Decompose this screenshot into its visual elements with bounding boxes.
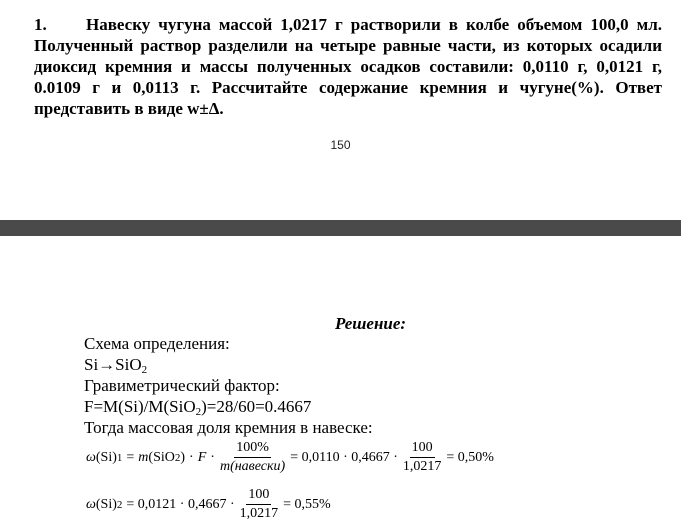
factor-part2: )=28/60=0.4667 (201, 397, 312, 416)
formula2-denominator: 1,0217 (239, 506, 279, 521)
formula-1: ω (Si) 1 = m (SiO 2 ) · F · $\frac{100\%}{\text{m(навески)}}$ = 0,0110 · 0,4667 · $\frac{100}{1,0217}$ = 0,50% (86, 440, 494, 474)
formula2-numerator: 100 (246, 487, 271, 505)
reaction-text: Si→SiO (84, 355, 142, 374)
omega-symbol-2: ω (86, 496, 96, 512)
frac1-numerator: 100% (234, 440, 271, 458)
formula1-lhs: (Si) (95, 449, 117, 465)
solution-title: Решение: (334, 314, 407, 333)
formula1-factor: F (197, 449, 207, 465)
scheme-label: Схема определения: (84, 334, 230, 353)
problem-statement (34, 14, 662, 119)
formula2-result: = 0,55% (283, 496, 331, 512)
formula1-expression: = 0,0110 · 0,4667 · (290, 449, 398, 465)
formula2-expression: = 0,0121 · 0,4667 · (126, 496, 235, 512)
formula2-fraction (238, 487, 281, 522)
formula1-dot: · (189, 449, 194, 465)
frac2-numerator: 100 (410, 440, 435, 458)
formula1-fraction-2 (401, 440, 444, 475)
formula1-sio: (SiO (148, 449, 175, 465)
mass-fraction-label: Тогда массовая доля кремния в навеске: (84, 418, 373, 437)
omega-symbol: ω (86, 449, 96, 465)
problem-number: 1. (34, 15, 47, 34)
formula1-result: = 0,50% (446, 449, 494, 465)
factor-label: Гравиметрический фактор: (84, 376, 280, 395)
formula-2: ω (Si) 2 = 0,0121 · 0,4667 · $\frac{100}{1,0217}$ = 0,55% (86, 487, 331, 521)
formula1-equals: = (126, 449, 135, 465)
scheme-reaction (84, 355, 147, 375)
factor-part1: F=M(Si)/M(SiO (84, 397, 196, 416)
formula1-sio-close: ) (180, 449, 186, 465)
frac1-denominator: m(навески) (219, 459, 286, 474)
problem-text: Навеску чугуна массой 1,0217 г растворили в колбе объемом 100,0 мл. Полученный раствор разделили на четыре равные части, из которых осадили диоксид кремния и массы полученных осадков составили: 0,0110 г, 0,0121 г, 0.0109 г и 0,0113 г. Рассчитайте содержание кремния и чугуне(%). Ответ представить в виде w±Δ. (34, 15, 662, 118)
factor-formula (84, 397, 311, 417)
page-number: 150 (330, 138, 351, 152)
formula1-dot-2: · (210, 449, 215, 465)
reaction-subscript: 2 (141, 364, 148, 376)
frac2-denominator: 1,0217 (402, 459, 442, 474)
page-separator (0, 220, 681, 236)
factor-subscript: 2 (195, 406, 202, 418)
formula1-m: m (138, 449, 149, 465)
formula2-lhs: (Si) (95, 496, 117, 512)
formula1-fraction-1 (218, 440, 287, 475)
